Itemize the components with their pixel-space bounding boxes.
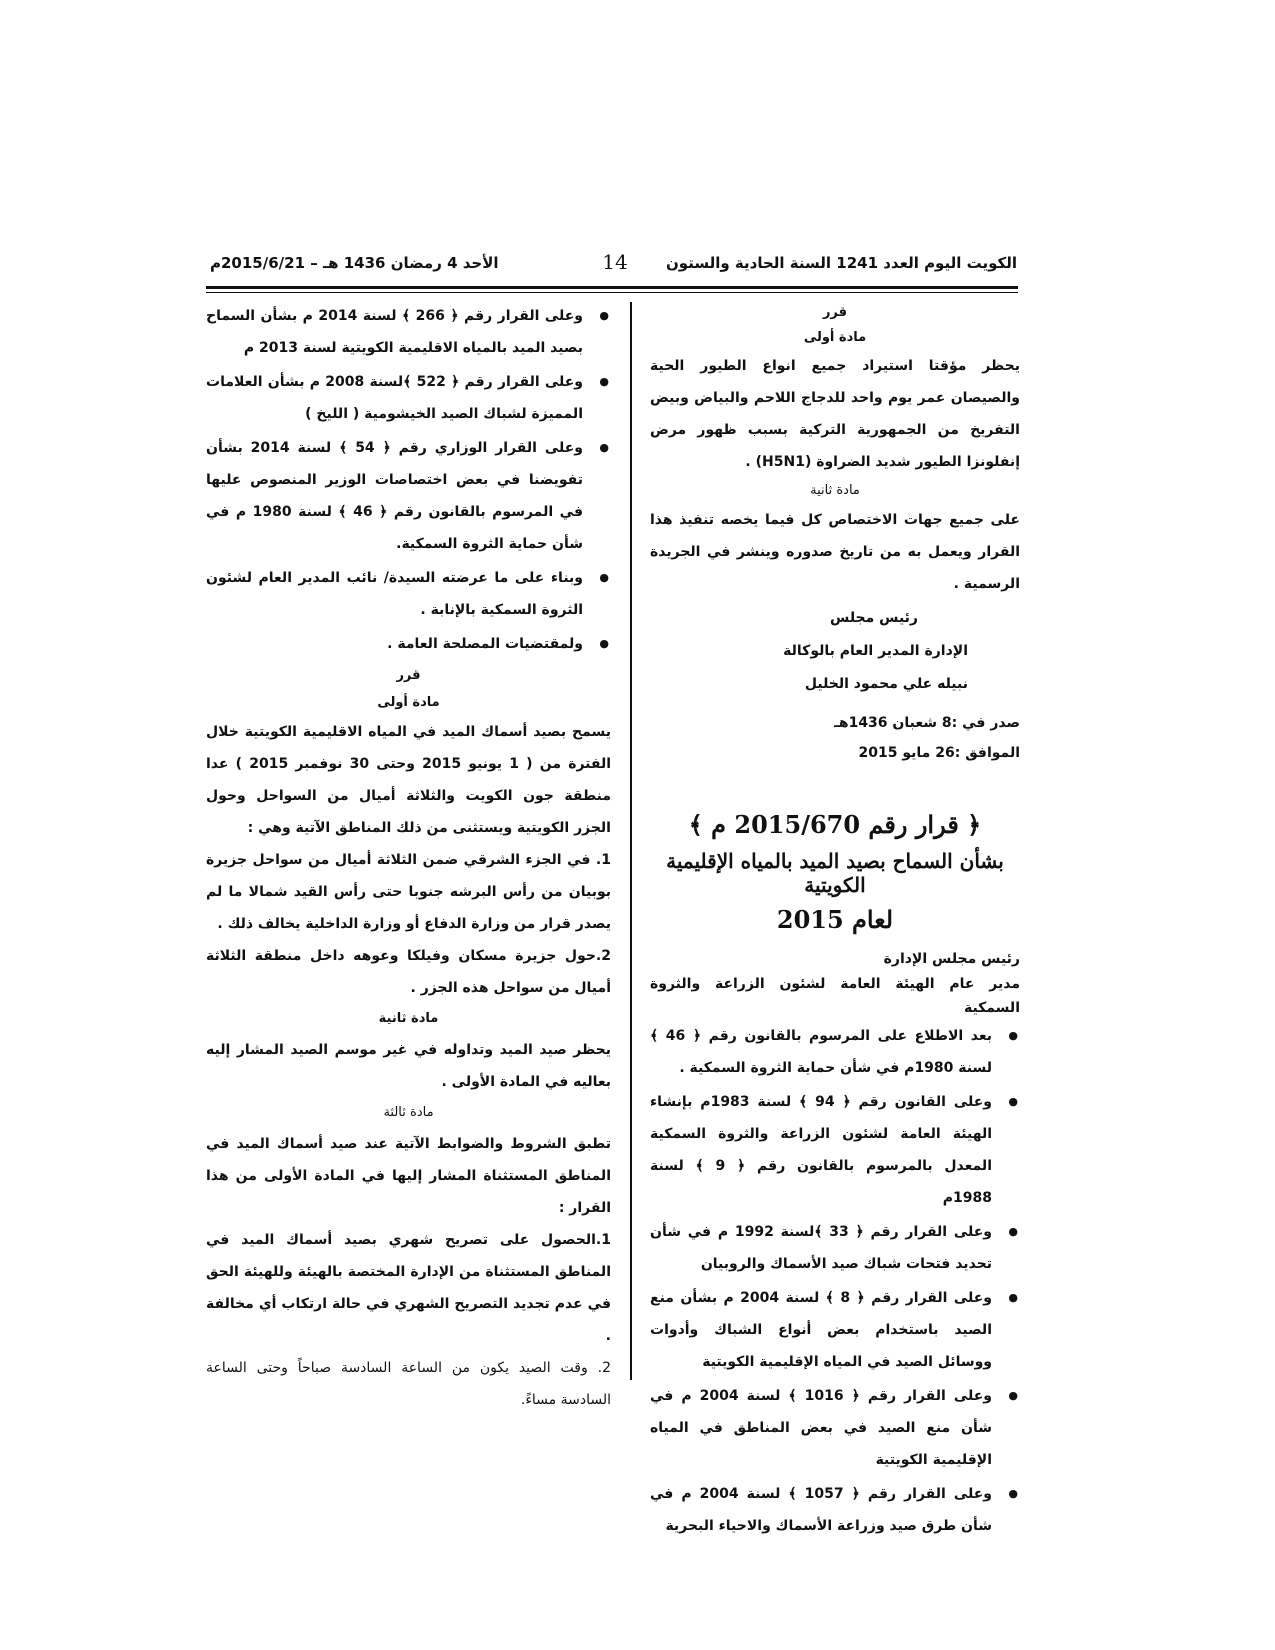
header-rule-thin [206, 292, 1018, 293]
page-number: 14 [602, 250, 628, 274]
header-issue-info: الكويت اليوم العدد 1241 السنة الحادية والستون [666, 254, 1017, 272]
issued-date: صدر في :8 شعبان 1436هـ [834, 715, 1020, 731]
preamble-list-right [650, 1020, 1020, 1542]
list-item: ● وبناء على ما عرضته السيدة/ نائب المدير العام لشئون الثروة السمكية بالإنابة . [206, 562, 583, 626]
list-item: ● وعلى القرار رقم ﴿ 266 ﴾ لسنة 2014 م بشأن السماح بصيد الميد بالمياه الاقليمية الكويتية لسنة 2013 م [206, 300, 583, 364]
decision-title: ﴿ قرار رقم 2015/670 م ﴾ [688, 810, 982, 839]
board-chair: رئيس مجلس الإدارة [883, 951, 1020, 967]
decision-subtitle: بشأن السماح بصيد الميد بالمياه الإقليمية الكويتية [666, 849, 1004, 897]
list-item: ● بعد الاطلاع على المرسوم بالقانون رقم ﴿ 46 ﴾ لسنة 1980م في شأن حماية الثروة السمكية . [650, 1020, 992, 1084]
article-2-title: مادة ثانية [810, 483, 860, 498]
list-item: ● وعلى القرار رقم ﴿ 33 ﴾لسنة 1992 م في شأن تحديد فتحات شباك صيد الأسماك والروبيان [650, 1216, 992, 1280]
preamble-list-left [206, 300, 611, 660]
signature-block [768, 602, 1020, 701]
list-item: ● وعلى القرار رقم ﴿ 1057 ﴾ لسنة 2004 م في شأن طرق صيد وزراعة الأسماك والاحياء البحرية [650, 1478, 992, 1542]
signature-line-1: رئيس مجلس [830, 610, 918, 626]
article-3-title: مادة ثالثة [383, 1105, 434, 1120]
header-rule-thick [206, 286, 1018, 289]
header-date: الأحد 4 رمضان 1436 هـ – 2015/6/21م [210, 254, 499, 272]
article-2-text: يحظر صيد الميد وتداوله في غير موسم الصيد المشار إليه بعاليه في المادة الأولى . [206, 1042, 611, 1090]
list-item: ● وعلى القرار رقم ﴿ 522 ﴾لسنة 2008 م بشأن العلامات المميزة لشباك الصيد الخيشومية ( الليخ ) [206, 366, 583, 430]
article-1-title: مادة أولى [377, 695, 440, 710]
column-divider [630, 302, 632, 1380]
list-item: ● وعلى القرار رقم ﴿ 1016 ﴾ لسنة 2004 م في شأن منع الصيد في بعض المناطق في المياه الإقليمية الكويتية [650, 1380, 992, 1476]
signature-name: نبيله علي محمود الخليل [804, 676, 968, 692]
left-column [206, 300, 611, 1416]
director-title: مدير عام الهيئة العامة لشئون الزراعة والثروة السمكية [650, 976, 1020, 1016]
article-1-title: مادة أولى [803, 330, 867, 345]
list-item: ● وعلى القانون رقم ﴿ 94 ﴾ لسنة 1983م بإنشاء الهيئة العامة لشئون الزراعة والثروة السمكية المعدل بالمرسوم بالقانون رقم ﴿ 9 ﴾ لسنة 1988م [650, 1086, 992, 1214]
article-2-title: مادة ثانية [378, 1011, 439, 1026]
decision-year: لعام 2015 [776, 905, 894, 934]
decided-heading: قرر [822, 305, 848, 320]
list-item: ● ولمقتضيات المصلحة العامة . [206, 628, 583, 660]
article-3-text: تطبق الشروط والضوابط الآتية عند صيد أسماك الميد في المناطق المستثناة المشار إليها في المادة الأولى من هذا القرار : [206, 1136, 611, 1216]
exception-item-1: 1. في الجزء الشرقي ضمن الثلاثة أميال من سواحل جزيرة بوبيان من رأس البرشه جنوبا حتى رأس القيد شمالا ما لم يصدر قرار من وزارة الدفاع أو وزارة الداخلية يخالف ذلك . [206, 852, 611, 932]
condition-1: 1.الحصول على تصريح شهري بصيد أسماك الميد في المناطق المستثناة من الإدارة المختصة بالهيئة وللهيئة الحق في عدم تجديد التصريح الشهري في حالة ارتكاب أي مخالفة . [206, 1232, 611, 1344]
decided-heading: قرر [396, 668, 421, 683]
signature-line-2: الإدارة المدير العام بالوكالة [783, 643, 968, 659]
corresponding-date: الموافق :26 مايو 2015 [858, 745, 1020, 761]
condition-2: 2. وقت الصيد يكون من الساعة السادسة صباحاً وحتى الساعة السادسة مساءً. [206, 1360, 611, 1408]
list-item: ● وعلى القرار رقم ﴿ 8 ﴾ لسنة 2004 م بشأن منع الصيد باستخدام بعض أنواع الشباك وأدوات ووسائل الصيد في المياه الإقليمية الكويتية [650, 1282, 992, 1378]
article-1-text: يسمح بصيد أسماك الميد في المياه الاقليمية الكويتية خلال الفترة من ( 1 يونيو 2015 وحتى 30 نوفمبر 2015 ) عدا منطقة جون الكويت والثلاثة أميال من السواحل وحول الجزر الكويتية ويستثنى من ذلك المناطق الآتية وهي : [206, 724, 612, 836]
article-1-text: يحظر مؤقتا استيراد جميع انواع الطيور الحية والصيصان عمر يوم واحد للدجاج اللاحم والبياض وبيض التفريخ من الجمهورية التركية بسبب ظهور مرض إنفلونزا الطيور شديد الضراوة (H5N1) . [650, 358, 1020, 470]
right-column [650, 300, 1020, 1544]
exception-item-2: 2.حول جزيرة مسكان وفيلكا وعوهه داخل منطقة الثلاثة أميال من سواحل هذه الجزر . [206, 948, 611, 996]
article-2-text: على جميع جهات الاختصاص كل فيما يخصه تنفيذ هذا القرار ويعمل به من تاريخ صدوره وينشر في الجريدة الرسمية . [650, 512, 1020, 592]
list-item: ● وعلى القرار الوزاري رقم ﴿ 54 ﴾ لسنة 2014 بشأن تفويضنا في بعض اختصاصات الوزير المنصوص عليها في المرسوم بالقانون رقم ﴿ 46 ﴾ لسنة 1980 م في شأن حماية الثروة السمكية. [206, 432, 583, 560]
